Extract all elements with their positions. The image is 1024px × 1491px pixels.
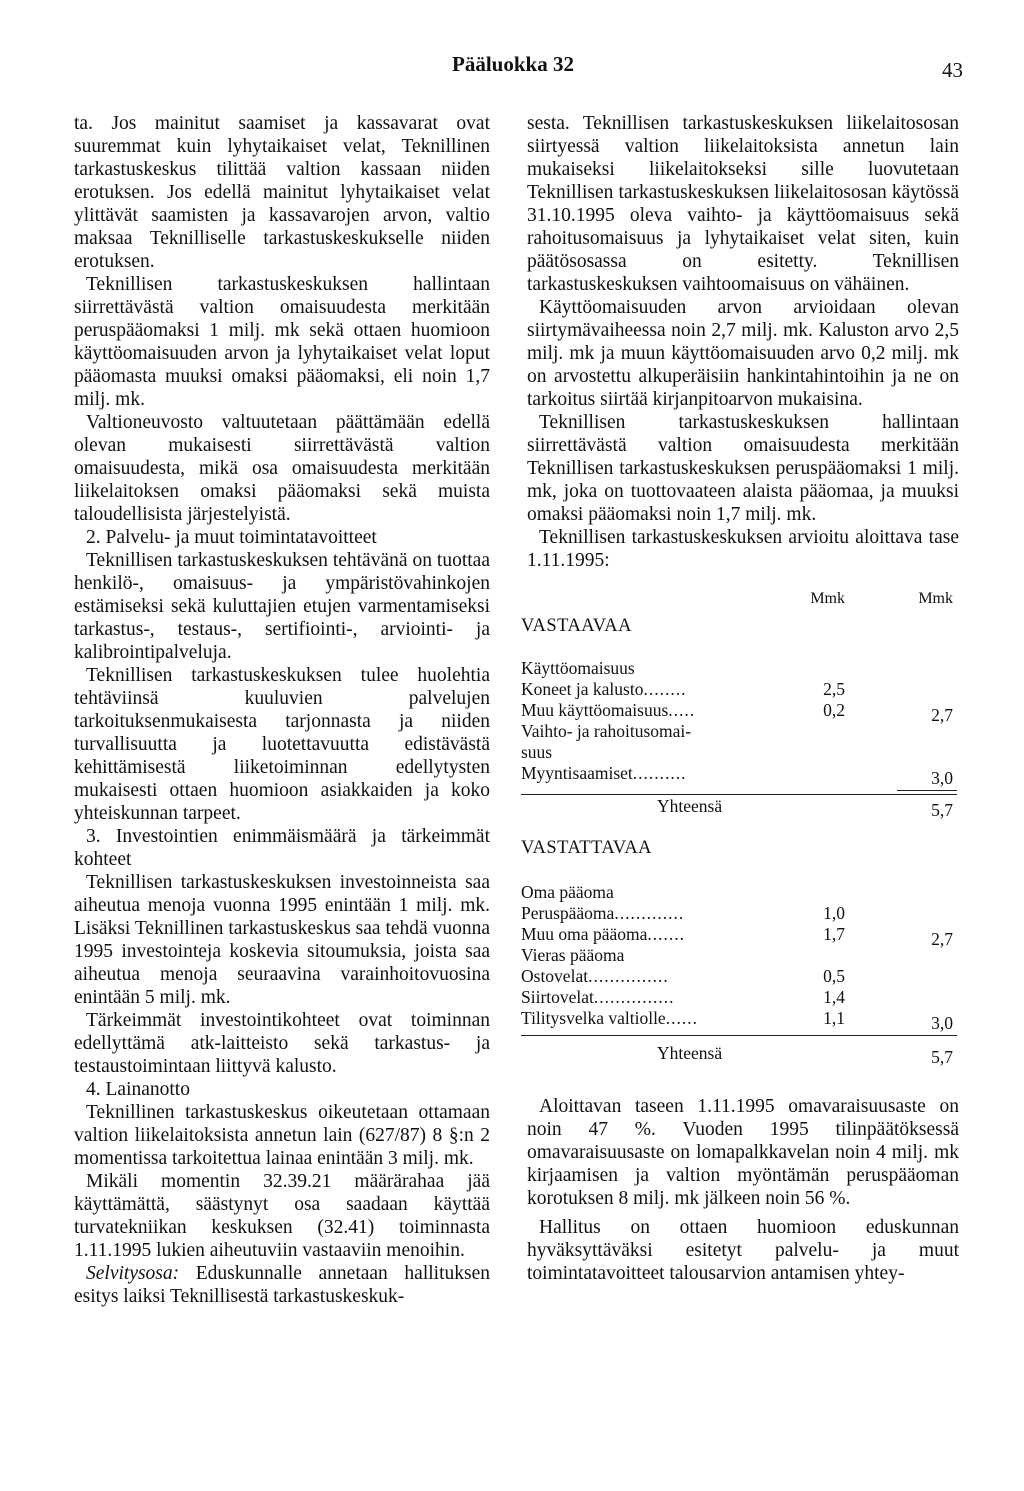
table-row	[521, 945, 953, 966]
paragraph: Valtioneuvosto valtuutetaan päättämään edellä olevan mukaisesti siirrettävästä valtion omaisuudesta, mikä osa omaisuudesta merkitään liikelaitoksen omaksi pääomaksi sekä muista taloudellisista järjestelyistä.	[74, 412, 490, 525]
paragraph: Teknillinen tarkastuskeskus oikeutetaan ottamaan valtion liikelaitoksista annetun lain (627/87) 8 §:n 2 momentissa tarkoitettua lainaa enintään 3 milj. mk.	[74, 1102, 490, 1169]
paragraph: Teknillisen tarkastuskeskuksen tulee huolehtia tehtäviinsä kuuluvien palvelujen tarkoituksenmukaisesta tarjonnasta ja niiden turvallisuutta ja luotettavuutta edistävästä kehittämisestä liiketoiminnan edellytysten mukaisesti ottaen huomioon asiakkaiden ja koko yhteiskunnan tarpeet.	[74, 665, 490, 824]
row-label	[521, 903, 684, 924]
liabilities-title: VASTATTAVAA	[521, 838, 653, 858]
section-heading: 2. Palvelu- ja muut toimintatavoitteet	[86, 527, 377, 548]
leader-dots: ...............	[588, 966, 669, 986]
leader-dots: ........	[643, 679, 687, 699]
paragraph: Teknillisen tarkastuskeskuksen investoinneista saa aiheutua menoja vuonna 1995 enintään 1 milj. mk. Lisäksi Teknillinen tarkastuskeskus saa tehdä vuonna 1995 investointeja koskevia sitoumuksia, joista saa aiheutua menoja seuraavina varainhoitovuosina enintään 5 milj. mk.	[74, 872, 490, 1008]
row-label	[521, 966, 669, 987]
row-label	[521, 1008, 698, 1029]
leader-dots: .....	[668, 700, 696, 720]
row-label-text: Siirtovelat	[521, 987, 594, 1007]
paragraph-text: Eduskunnalle annetaan hallituksen esitys laiksi Teknillisestä tarkastuskeskuk-	[74, 1263, 490, 1307]
column-header: Mmk	[918, 590, 953, 607]
leader-dots: ......	[665, 1008, 698, 1028]
table-row	[521, 679, 953, 700]
paragraph: Hallitus on ottaen huomioon eduskunnan hyväksyttäväksi esitetyt palvelu- ja muut toimintatavoitteet talousarvion antamisen yhtey-	[527, 1217, 959, 1284]
row-label-text: Vaihto- ja rahoitusomai-	[521, 721, 692, 741]
paragraph: Teknillisen tarkastuskeskuksen hallintaan siirrettävästä valtion omaisuudesta merkitään Teknillisen tarkastuskeskuksen peruspääomaksi 1 milj. mk, joka on tuottovaateen alaista pääomaa, ja muuksi omaksi pääomaksi noin 1,7 milj. mk.	[527, 412, 959, 525]
table-section-title	[521, 834, 953, 868]
total-value: 5,7	[931, 800, 953, 820]
column-header: Mmk	[810, 590, 845, 607]
row-label-text: Peruspääoma	[521, 903, 615, 923]
leader-dots: ..........	[632, 763, 687, 783]
left-column	[74, 112, 490, 1308]
table-row	[521, 742, 953, 763]
row-label-text: Oma pääoma	[521, 882, 614, 902]
row-label	[521, 679, 686, 700]
subtotal-value: 1,1	[823, 1008, 845, 1028]
leader-dots: .......	[647, 924, 685, 944]
balance-sheet-table	[521, 588, 953, 1069]
page-number: 43	[942, 58, 963, 82]
row-label-text: Vieras pääoma	[521, 945, 625, 965]
row-label-text: Muu käyttöomaisuus	[521, 700, 669, 720]
paragraph: Aloittavan taseen 1.11.1995 omavaraisuusaste on noin 47 %. Vuoden 1995 tilinpäätöksessä omavaraisuusaste on lomapalkkavelan noin 4 milj. mk kirjaamisen ja valtion myöntämän peruspääoman korotuksen 8 milj. mk jälkeen noin 56 %.	[527, 1096, 959, 1209]
table-rule	[521, 1035, 957, 1036]
table-header-row	[521, 588, 953, 610]
total-value: 2,7	[931, 705, 953, 725]
total-value: 3,0	[931, 768, 953, 788]
chapter-title: Pääluokka 32	[452, 52, 574, 76]
paragraph: ta. Jos mainitut saamiset ja kassavarat ovat suuremmat kuin lyhytaikaiset velat, Teknillinen tarkastuskeskus tilittää valtion kassaan niiden erotuksen. Jos edellä mainitut lyhytaikaiset velat ylittävät saamisten ja kassavarojen arvon, valtio maksaa Teknilliselle tarkastuskeskukselle niiden erotuksen.	[74, 113, 490, 272]
table-row	[521, 721, 953, 742]
row-label-text: Koneet ja kalusto	[521, 679, 644, 699]
subtotal-value: 2,5	[823, 679, 845, 699]
total-value: 2,7	[931, 929, 953, 949]
liabilities-rows	[521, 882, 953, 1033]
table-row	[521, 924, 953, 949]
right-column	[521, 112, 959, 1285]
italic-lead: Selvitysosa:	[86, 1263, 180, 1284]
assets-rows	[521, 658, 953, 788]
paragraph: Tärkeimmät investointikohteet ovat toiminnan edellyttämä atk-laitteisto sekä tarkastus- ja testaustoimintaan liittyvä kalusto.	[74, 1010, 490, 1077]
subtotal-value: 1,0	[823, 903, 845, 923]
leader-dots: .............	[614, 903, 685, 923]
paragraph: Teknillisen tarkastuskeskuksen arvioitu aloittava tase 1.11.1995:	[527, 527, 959, 571]
table-row	[521, 658, 953, 679]
total-value: 5,7	[931, 1047, 953, 1067]
row-label-text: suus	[521, 742, 553, 762]
spacer	[527, 1069, 959, 1095]
row-label	[521, 987, 675, 1008]
section-heading: 3. Investointien enimmäismäärä ja tärkeimmät kohteet	[74, 826, 490, 870]
leader-dots: ...............	[593, 987, 675, 1007]
total-label: Yhteensä	[657, 1043, 723, 1063]
paragraph: Teknillisen tarkastuskeskuksen tehtävänä on tuottaa henkilö-, omaisuus- ja ympäristövahinkojen estämiseksi sekä kuluttajien etujen varmentamiseksi tarkastus-, testaus-, sertifiointi-, arviointi- ja kalibrointipalveluja.	[74, 550, 490, 663]
total-label: Yhteensä	[657, 796, 723, 816]
assets-total-row	[521, 792, 953, 822]
row-label	[521, 742, 552, 763]
row-label-text: Myyntisaamiset	[521, 763, 633, 783]
row-label	[521, 924, 685, 945]
row-label	[521, 882, 614, 903]
subtotal-value: 0,2	[823, 700, 845, 720]
row-label	[521, 700, 695, 721]
row-label-text: Muu oma pääoma	[521, 924, 648, 944]
table-row	[521, 903, 953, 924]
paragraph: Teknillisen tarkastuskeskuksen hallintaan siirrettävästä valtion omaisuudesta merkitään peruspääomaksi 1 milj. mk sekä ottaen huomioon käyttöomaisuuden arvon ja lyhytaikaiset velat loput pääomasta muuksi omaksi pääomaksi, eli noin 1,7 milj. mk.	[74, 274, 490, 410]
table-rule	[521, 794, 957, 795]
table-row	[521, 763, 953, 788]
table-row	[521, 987, 953, 1008]
paragraph: sesta. Teknillisen tarkastuskeskuksen liikelaitososan siirtyessä valtion liikelaitoksista annetun lain mukaiseksi liikelaitokseksi sille luovutetaan Teknillisen tarkastuskeskuksen liikelaitososan käytössä 31.10.1995 oleva vaihto- ja käyttöomaisuus sekä rahoitusomaisuus ja lyhytaikaiset velat siten, kuin päätösosassa on esitetty. Teknillisen tarkastuskeskuksen vaihtoomaisuus on vähäinen.	[527, 113, 959, 295]
row-label	[521, 763, 687, 784]
row-label	[521, 658, 635, 679]
subtotal-value: 0,5	[823, 966, 845, 986]
table-row	[521, 966, 953, 987]
section-heading: 4. Lainanotto	[86, 1079, 190, 1100]
row-label	[521, 721, 691, 742]
paragraph: Käyttöomaisuuden arvon arvioidaan olevan siirtymävaiheessa noin 2,7 milj. mk. Kaluston arvo 2,5 milj. mk ja muun käyttöomaisuuden arvo 0,2 milj. mk on arvostettu alkuperäisiin hankintahintoihin ja ne on tarkoitus siirtää kirjanpitoarvon mukaisina.	[527, 297, 959, 410]
page-header	[0, 52, 1024, 82]
row-label	[521, 945, 624, 966]
row-label-text: Ostovelat	[521, 966, 589, 986]
liabilities-total-row	[521, 1037, 953, 1069]
assets-title: VASTAAVAA	[521, 616, 632, 636]
table-rule	[897, 790, 957, 791]
total-value: 3,0	[931, 1013, 953, 1033]
subtotal-value: 1,4	[823, 987, 845, 1007]
table-section-title	[521, 610, 953, 642]
table-row	[521, 1008, 953, 1033]
table-row	[521, 882, 953, 903]
paragraph	[74, 1262, 490, 1308]
row-label-text: Tilitysvelka valtiolle	[521, 1008, 666, 1028]
paragraph: Mikäli momentin 32.39.21 määrärahaa jää käyttämättä, säästynyt osa saadaan käyttää turvatekniikan keskuksen (32.41) toiminnasta 1.11.1995 lukien aiheutuviin vastaaviin menoihin.	[74, 1171, 490, 1261]
table-row	[521, 700, 953, 725]
subtotal-value: 1,7	[823, 924, 845, 944]
row-label-text: Käyttöomaisuus	[521, 658, 635, 678]
